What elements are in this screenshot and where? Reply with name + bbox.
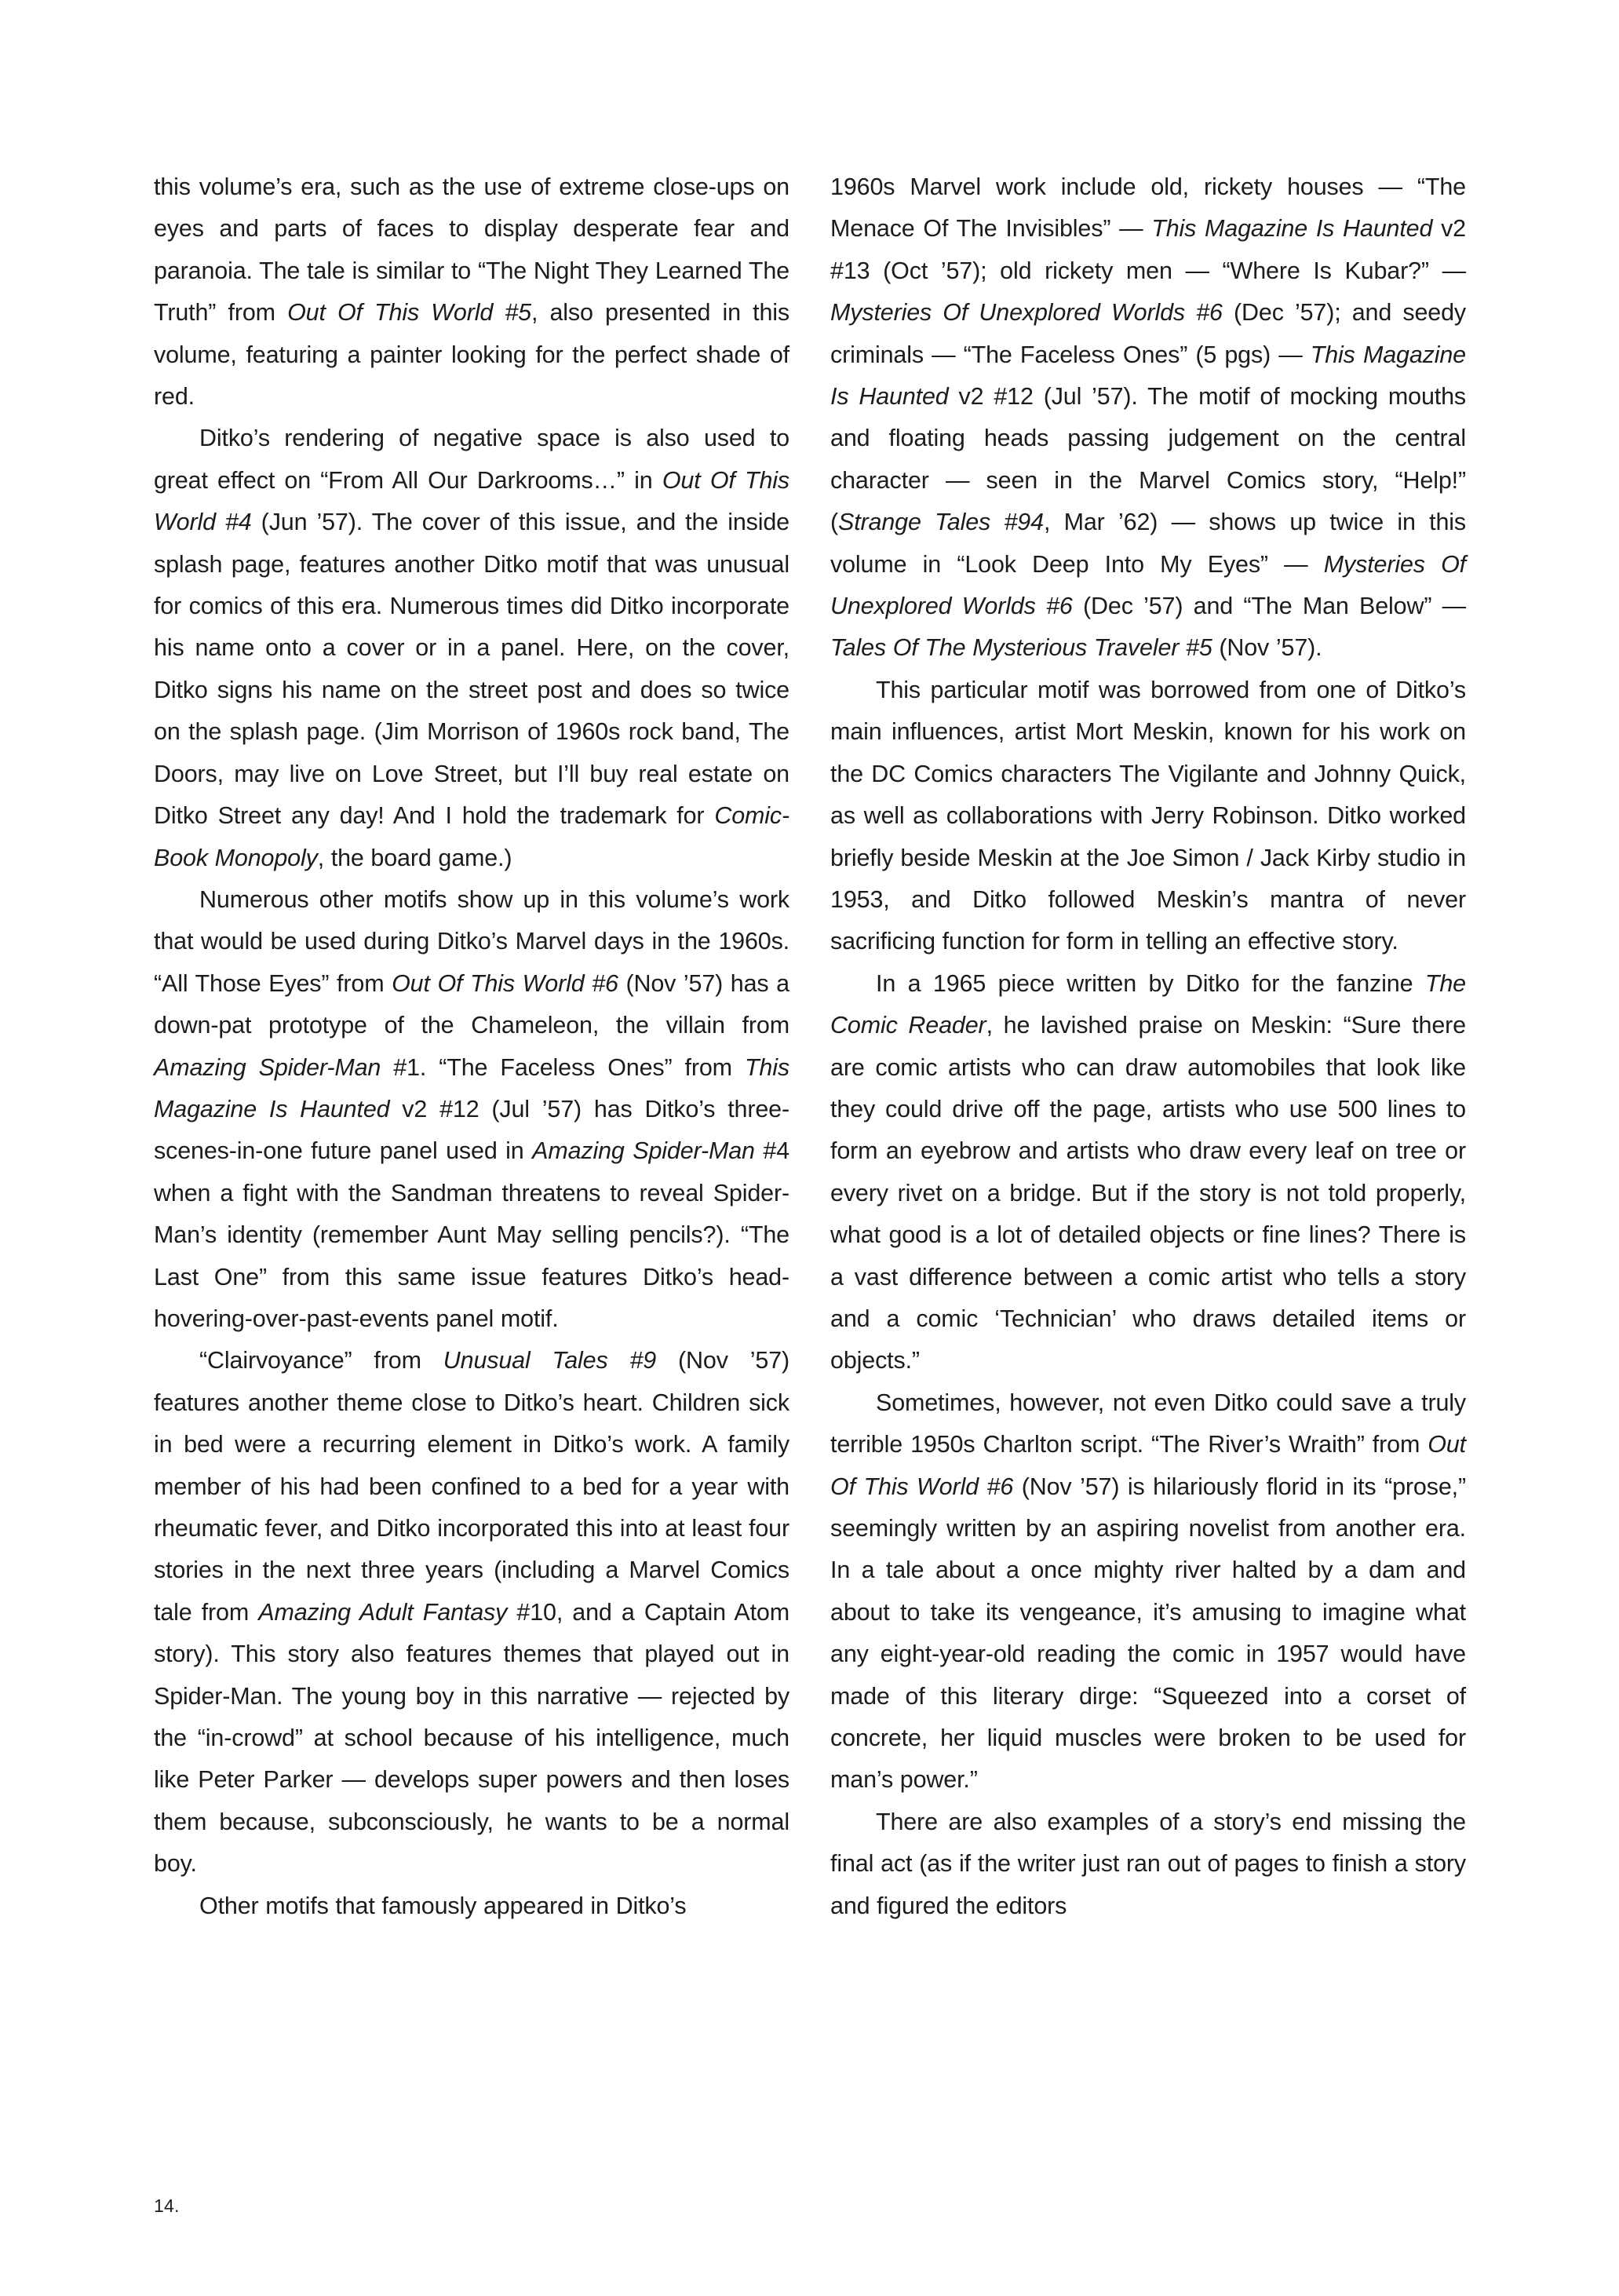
title-italic: Out Of This World #6: [830, 1431, 1466, 1500]
text-run: , he lavished praise on Meskin: “Sure there are comic artists who can draw automobiles that look like they could drive off the page, artists who use 500 lines to form an eyebrow and artists who draw every leaf on tree or every rivet on a bridge. But if the story is not told properly, what good is a lot of detailed objects or fine lines? There is a vast difference between a comic artist who tells a story and a comic ‘Technician’ who draws detailed items or objects.”: [830, 1012, 1466, 1374]
paragraph: [154, 166, 789, 418]
title-italic: Comic-Book Monopoly: [154, 802, 789, 871]
text-run: Numerous other motifs show up in this volume’s work that would be used during Ditko’s Marvel days in the 1960s. “All Those Eyes” from: [154, 885, 789, 997]
text-run: this volume’s era, such as the use of extreme close-ups on eyes and parts of faces to display desperate fear and paranoia. The tale is similar to “The Night They Learned The Truth” from: [154, 173, 789, 327]
title-italic: This Magazine Is Haunted: [154, 1053, 789, 1122]
text-run: (Dec ’57) and “The Man Below” —: [1072, 593, 1466, 620]
paragraph: [154, 1885, 789, 1927]
text-run: (Nov ’57) features another theme close to Ditko’s heart. Children sick in bed were a recurring element in Ditko’s work. A family member of his had been confined to a bed for a year with rheumatic fever, and Ditko incorporated this into at least four stories in the next three years (including a Marvel Comics tale from: [154, 1347, 789, 1626]
title-italic: Mysteries Of Unexplored Worlds #6: [830, 299, 1223, 327]
text-run: This particular motif was borrowed from one of Ditko’s main influences, artist Mort Meskin, known for his work on the DC Comics characters The Vigilante and Johnny Quick, as well as collaborations with Jerry Robinson. Ditko worked briefly beside Meskin at the Joe Simon / Jack Kirby studio in 1953, and Ditko followed Meskin’s mantra of never sacrificing function for form in telling an effective story.: [830, 676, 1466, 955]
title-italic: This Magazine Is Haunted: [830, 341, 1466, 411]
text-run: #1. “The Faceless Ones” from: [381, 1053, 745, 1081]
text-run: Sometimes, however, not even Ditko could save a truly terrible 1950s Charlton script. “The River’s Wraith” from: [830, 1389, 1466, 1458]
text-run: (Dec ’57); and seedy criminals — “The Faceless Ones” (5 pgs) —: [830, 299, 1466, 368]
text-run: Ditko’s rendering of negative space is also used to great effect on “From All Our Darkrooms…” in: [154, 425, 789, 494]
title-italic: Out Of This World #4: [154, 466, 789, 536]
text-run: (Nov ’57).: [1212, 634, 1322, 662]
left-column: [154, 166, 789, 1927]
text-run: , also presented in this volume, featuring a painter looking for the perfect shade of red.: [154, 299, 789, 411]
paragraph: [830, 963, 1466, 1382]
text-columns: [154, 166, 1466, 1927]
paragraph: [830, 670, 1466, 963]
title-italic: Out Of This World #5: [287, 299, 531, 327]
title-italic: Amazing Spider-Man: [532, 1137, 755, 1165]
title-italic: Mysteries Of Unexplored Worlds #6: [830, 550, 1466, 620]
title-italic: Out Of This World #6: [392, 969, 618, 997]
text-run: There are also examples of a story’s end missing the final act (as if the writer just ran out of pages to finish a story and figured the editors: [830, 1808, 1466, 1919]
right-column: [830, 166, 1466, 1927]
paragraph: [830, 1801, 1466, 1927]
text-run: v2 #12 (Jul ’57). The motif of mocking mouths and floating heads passing judgement on the central character — seen in the Marvel Comics story, “Help!” (: [830, 383, 1466, 536]
text-run: “Clairvoyance” from: [199, 1347, 443, 1374]
text-run: v2 #12 (Jul ’57) has Ditko’s three-scenes-in-one future panel used in: [154, 1095, 790, 1165]
paragraph: [830, 166, 1466, 670]
text-run: #10, and a Captain Atom story). This story also features themes that played out in Spider-Man. The young boy in this narrative — rejected by the “in-crowd” at school because of his intelligence, much like Peter Parker — develops super powers and then loses them because, subconsciously, he wants to be a normal boy.: [154, 1598, 789, 1878]
paragraph: [154, 418, 789, 878]
title-italic: Amazing Adult Fantasy: [258, 1598, 508, 1626]
title-italic: Amazing Spider-Man: [154, 1053, 381, 1081]
title-italic: Unusual Tales #9: [443, 1347, 657, 1374]
text-run: , Mar ’62) — shows up twice in this volume in “Look Deep Into My Eyes” —: [830, 509, 1466, 578]
title-italic: The Comic Reader: [830, 969, 1466, 1039]
text-run: 1960s Marvel work include old, rickety houses — “The Menace Of The Invisibles” —: [830, 173, 1466, 243]
title-italic: This Magazine Is Haunted: [1151, 215, 1433, 243]
text-run: In a 1965 piece written by Ditko for the fanzine: [876, 969, 1425, 997]
paragraph: [154, 1340, 789, 1885]
text-run: , the board game.): [317, 844, 512, 871]
text-run: (Jun ’57). The cover of this issue, and the inside splash page, features another Ditko motif that was unusual for comics of this era. Numerous times did Ditko incorporate his name onto a cover or in a panel. Here, on the cover, Ditko signs his name on the street post and does so twice on the splash page. (Jim Morrison of 1960s rock band, The Doors, may live on Love Street, but I’ll buy real estate on Ditko Street any day! And I hold the trademark for: [154, 509, 789, 830]
paragraph: [154, 879, 789, 1340]
text-run: v2 #13 (Oct ’57); old rickety men — “Where Is Kubar?” —: [830, 215, 1466, 284]
text-run: #4 when a fight with the Sandman threatens to reveal Spider-Man’s identity (remember Aunt May selling pencils?). “The Last One” from this same issue features Ditko’s head-hovering-over-past-events panel motif.: [154, 1137, 789, 1332]
text-run: (Nov ’57) has a down-pat prototype of the Chameleon, the villain from: [154, 969, 789, 1039]
title-italic: Strange Tales #94: [838, 509, 1044, 536]
text-run: Other motifs that famously appeared in Ditko’s: [199, 1892, 687, 1919]
title-italic: Tales Of The Mysterious Traveler #5: [830, 634, 1212, 662]
text-run: (Nov ’57) is hilariously florid in its “prose,” seemingly written by an aspiring novelist from another era. In a tale about a once mighty river halted by a dam and about to take its vengeance, it’s amusing to imagine what any eight-year-old reading the comic in 1957 would have made of this literary dirge: “Squeezed into a corset of concrete, her liquid muscles were broken to be used for man’s power.”: [830, 1473, 1466, 1794]
paragraph: [830, 1382, 1466, 1801]
page-number: 14.: [154, 2196, 180, 2216]
